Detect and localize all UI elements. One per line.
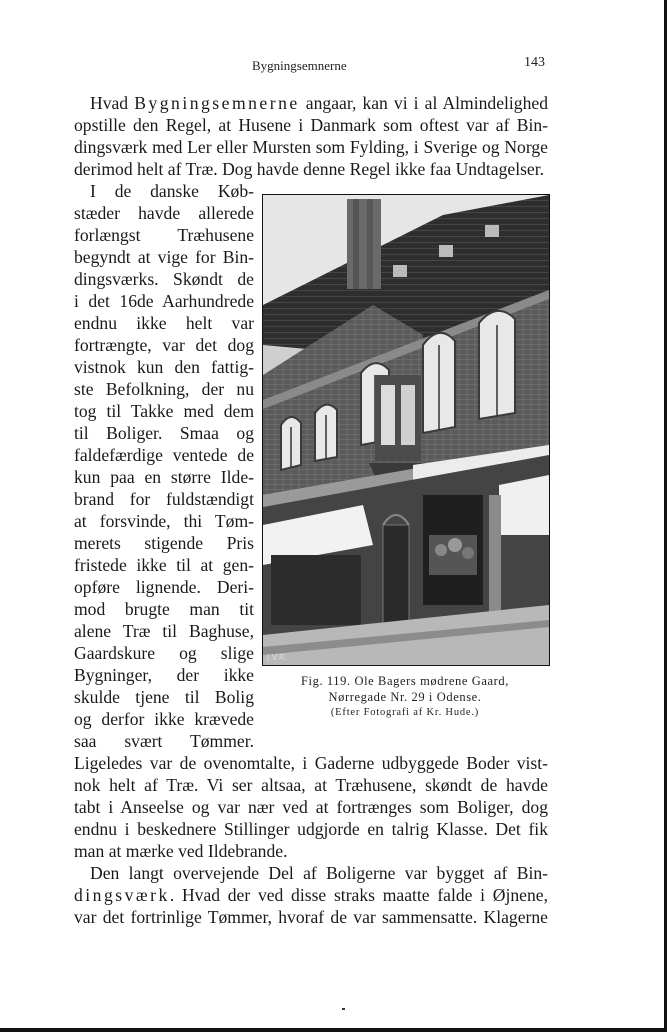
text-line: merets stigende Pris (74, 533, 254, 553)
figure-mark: J.V.R. (267, 653, 287, 662)
text-line: alene Træ til Baghuse, (74, 621, 254, 641)
running-head (0, 55, 610, 78)
text-line: tabt i Anseelse og var nær ved at fortrænges som Boliger, dog (74, 797, 548, 817)
figure-caption: Fig. 119. Ole Bagers mødrene Gaard, (301, 674, 509, 688)
figure-photo (262, 194, 550, 666)
text-line: skulde tjene til Bolig (74, 687, 254, 707)
text-line: Gaardskure og slige (74, 643, 254, 663)
print-speck (342, 1008, 345, 1010)
text-line: man at mærke ved Ildebrande. (74, 841, 288, 861)
text-line: i det 16de Aarhundrede (74, 291, 254, 311)
text-line: forlængst Træhusene (74, 225, 254, 245)
figure-credit: (Efter Fotografi af Kr. Hude.) (330, 707, 480, 718)
text-line: at forsvinde, thi Tøm- (74, 511, 254, 531)
text-line: endnu ikke helt var (74, 313, 254, 333)
text-line: mod brugte man tit (74, 599, 254, 619)
text-line: begyndt at vige for Bin- (74, 247, 254, 267)
text-line: dingsværks. Skøndt de (74, 269, 254, 289)
text-line: vistnok kun den fattig- (74, 357, 254, 377)
spaced-word: dingsværk (74, 885, 170, 905)
text-line: fortrængte, var det dog (74, 335, 254, 355)
text-line: tog til Takke med dem (74, 401, 254, 421)
text-line: derimod helt af Træ. Dog havde denne Regel ikke faa Undtagelser. (74, 159, 545, 179)
text-line: Bygninger, der ikke (74, 665, 254, 685)
text-line: opstille den Regel, at Husene i Danmark som oftest var af Bin- (74, 115, 548, 135)
text-line: brand for fuldstændigt (74, 489, 254, 509)
text-line: Hvad Bygningsemnerne angaar, kan vi i al Almindelighed (90, 93, 548, 113)
text-line: Den langt overvejende Del af Boligerne var bygget af Bin- (90, 863, 548, 883)
text-line: I de danske Køb- (90, 181, 254, 201)
running-title: Bygningsemnerne (252, 58, 347, 73)
text-line: Ligeledes var de ovenomtalte, i Gaderne udbyggede Boder vist- (74, 753, 548, 773)
text-line: opføre lignende. Deri- (74, 577, 254, 597)
text-line: saa svært Tømmer. (74, 731, 254, 751)
text-line: til Boliger. Smaa og (74, 423, 254, 443)
text-line: fristede ikke til at gen- (74, 555, 254, 575)
figure-caption-line2: Nørregade Nr. 29 i Odense. (328, 690, 482, 704)
text-line: endnu i beskednere Stillinger udgjorde en talrig Klasse. Det fik (74, 819, 548, 839)
page-number: 143 (524, 55, 545, 70)
text-line: var det fortrinlige Tømmer, hvoraf de var sammensatte. Klagerne (74, 907, 548, 927)
spaced-word: Bygningsemnerne (134, 93, 300, 113)
text-line: stæder havde allerede (74, 203, 254, 223)
text-line: dingsværk. Hvad der ved disse straks maatte falde i Øjnene, (74, 885, 548, 905)
text-line: dingsværk med Ler eller Mursten som Fylding, i Sverige og Norge (74, 137, 548, 157)
text-line: ste Befolkning, der nu (74, 379, 254, 399)
building-photo-illustration (263, 195, 549, 665)
text-line: faldefærdige ventede de (74, 445, 254, 465)
text-line: kun paa en større Ilde- (74, 467, 254, 487)
text-line: og derfor ikke krævede (74, 709, 254, 729)
text-line: nok helt af Træ. Vi ser altsaa, at Træhusene, skøndt de havde (74, 775, 548, 795)
